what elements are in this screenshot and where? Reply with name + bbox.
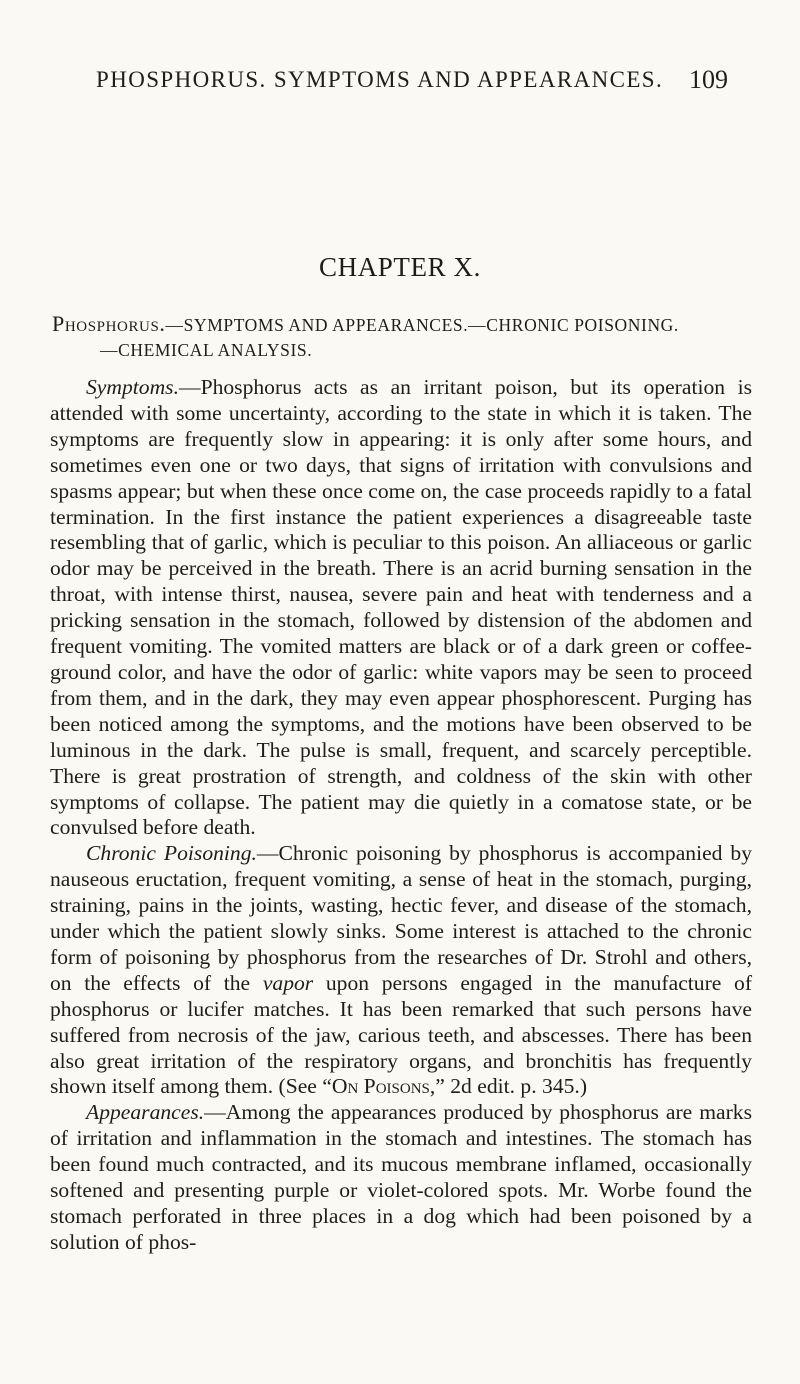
- paragraph-heading-appearances: Appearances.: [86, 1100, 205, 1125]
- subtitle-first-word: Phosphorus.: [52, 311, 166, 336]
- running-head-title: PHOSPHORUS. SYMPTOMS AND APPEARANCES.: [96, 67, 664, 92]
- paragraph-heading-symptoms: Symptoms.: [86, 375, 179, 399]
- page-number: 109: [689, 65, 728, 94]
- paragraph-heading-chronic: Chronic Poisoning.: [86, 841, 257, 866]
- paragraph-chronic-poisoning: [50, 841, 752, 1100]
- body-text: [50, 375, 752, 1256]
- paragraph-symptoms: [50, 375, 752, 841]
- chapter-title: CHAPTER X.: [318, 252, 481, 282]
- paragraph-text-symptoms: —Phosphorus acts as an irritant poison, but its operation is attended with some uncertainty, according to the state in which it is taken. The symptoms are frequently slow in appearing: it is only after some hours, and sometimes even one or two days, that signs of irritation with convulsions and spasms appear; but when these once come on, the case proceeds rapidly to a fatal termination. In the first instance the patient experiences a disagreeable taste resembling that of garlic, which is peculiar to this poison. An alliaceous or garlic odor may be perceived in the breath. There is an acrid burning sensation in the throat, with intense thirst, nausea, severe pain and heat with tenderness and a pricking sensation in the stomach, followed by distension of the abdomen and frequent vomiting. The vomited matters are black or of a dark green or coffee-ground color, and have the odor of garlic: white vapors may be seen to proceed from them, and in the dark, they may even appear phosphorescent. Purging has been noticed among the symptoms, and the motions have been observed to be luminous in the dark. The pulse is small, frequent, and scarcely perceptible. There is great prostration of strength, and coldness of the skin with other symptoms of collapse. The patient may die quietly in a comatose state, or be convulsed before death.: [50, 375, 752, 840]
- paragraph-text-chronic-2: upon persons engaged in the manufacture of phosphorus or lucifer matches. It has been remarked that such persons have suffered from necrosis of the jaw, carious teeth, and abscesses. There has been also great irritation of the respiratory organs, and bronchitis has frequently shown itself among them. (See “: [50, 970, 753, 1099]
- reference-on-poisons: On Poisons,: [331, 1074, 436, 1099]
- chapter-subtitle-line-1: [52, 311, 752, 338]
- chapter-subtitle-line-2: —CHEMICAL ANALYSIS.: [100, 340, 313, 360]
- subtitle-line-1-rest: —SYMPTOMS AND APPEARANCES.—CHRONIC POISONING.: [165, 315, 679, 335]
- paragraph-text-chronic-3: ” 2d edit. p. 345.): [435, 1074, 588, 1099]
- paragraph-text-appearances: —Among the appearances produced by phosphorus are marks of irritation and inflammation in the stomach and intestines. The stomach has been found much contracted, and its mucous membrane inflamed, occasionally softened and presenting purple or violet-colored spots. Mr. Worbe found the stomach perforated in three places in a dog which had been poisoned by a solution of phos-: [50, 1100, 752, 1254]
- paragraph-text-chronic-1: —Chronic poisoning by phosphorus is accompanied by nauseous eructation, frequent vomiting, a sense of heat in the stomach, purging, straining, pains in the joints, wasting, hectic fever, and disease of the stomach, under which the patient slowly sinks. Some interest is attached to the chronic form of poisoning by phosphorus from the researches of Dr. Strohl and others, on the effects of the: [50, 841, 752, 995]
- italic-word-vapor: vapor: [262, 970, 314, 995]
- paragraph-appearances: [50, 1100, 752, 1255]
- chapter-subtitle: [52, 311, 752, 363]
